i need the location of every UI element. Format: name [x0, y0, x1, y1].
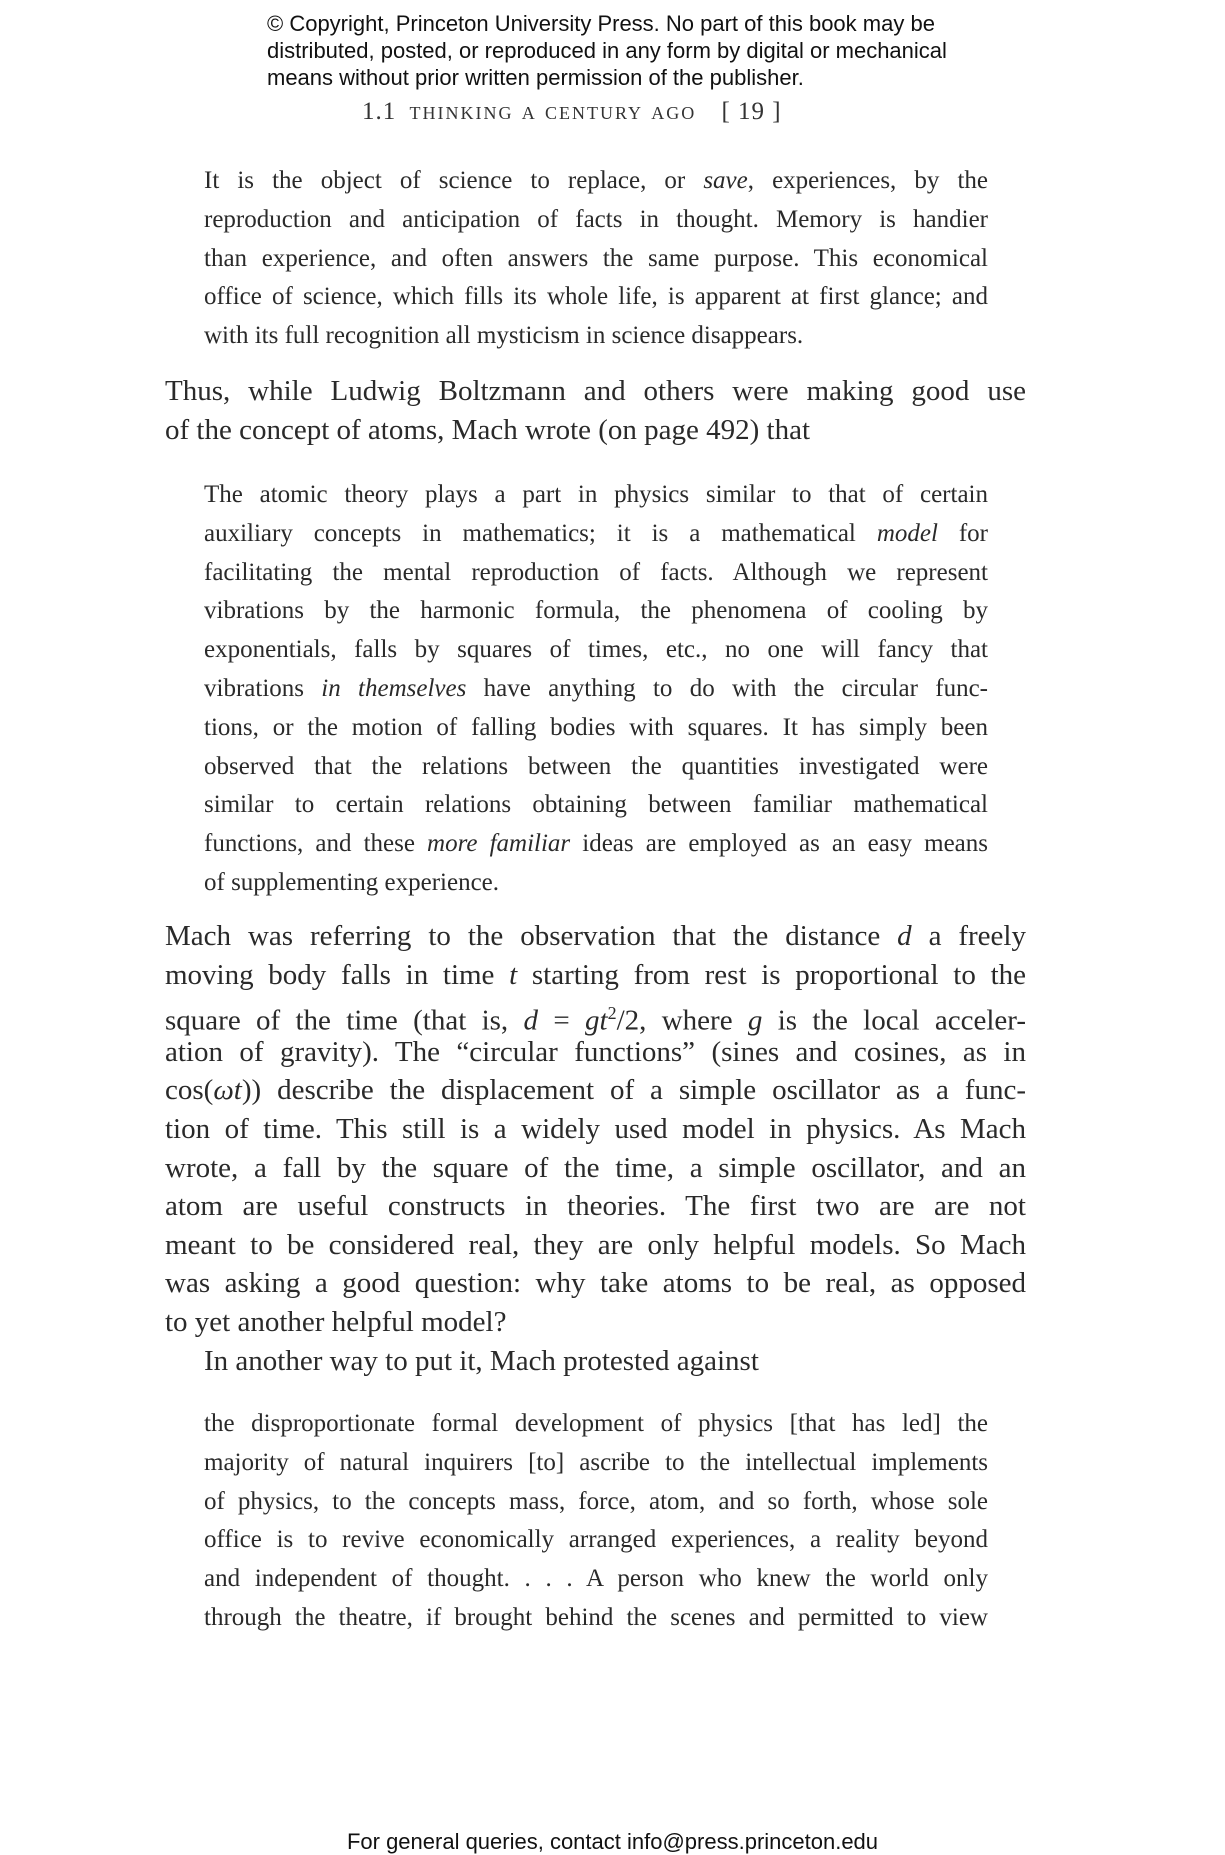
- quote2-line: The atomic theory plays a part in physics similar to that of certain: [204, 481, 988, 508]
- quote2-line: functions, and these more familiar ideas are employed as an easy means: [204, 830, 988, 858]
- body-line: wrote, a fall by the square of the time, a simple oscillator, and an: [165, 1151, 1026, 1184]
- quote3-line: majority of natural inquirers [to] ascribe to the intellectual implements: [204, 1448, 988, 1476]
- section-title: thinking a century ago: [409, 98, 697, 125]
- quote2-line: observed that the relations between the quantities investigated were: [204, 752, 988, 780]
- running-head: [362, 97, 782, 127]
- quote2-line: exponentials, falls by squares of times, etc., no one will fancy that: [204, 636, 988, 664]
- emphasis: in themselves: [321, 675, 467, 702]
- quote2-line: vibrations by the harmonic formula, the phenomena of cooling by: [204, 597, 988, 625]
- quote1-line: reproduction and anticipation of facts in thought. Memory is handier: [204, 205, 988, 233]
- body-line: atom are useful constructs in theories. The first two are are not: [165, 1190, 1026, 1223]
- body-line: tion of time. This still is a widely used model in physics. As Mach: [165, 1113, 1026, 1145]
- quote3-line: the disproportionate formal development of physics [that has led] the: [204, 1410, 988, 1437]
- math-var: d: [897, 920, 912, 952]
- body-line: ation of gravity). The “circular functions” (sines and cosines, as in: [165, 1035, 1026, 1068]
- quote3-line: and independent of thought. . . . A person who knew the world only: [204, 1565, 988, 1593]
- footer-contact: For general queries, contact info@press.princeton.edu: [346, 1829, 879, 1854]
- copyright-line: means without prior written permission of the publisher.: [267, 65, 804, 90]
- body-line: meant to be considered real, they are only helpful models. So Mach: [165, 1228, 1026, 1261]
- body-line: to yet another helpful model?: [165, 1306, 507, 1338]
- body-line: was asking a good question: why take atoms to be real, as opposed: [165, 1267, 1026, 1300]
- quote3-line: through the theatre, if brought behind the scenes and permitted to view: [204, 1604, 988, 1631]
- body-line: square of the time (that is, $d = gt^2/2$, where g is the local acceler-: [165, 1003, 1026, 1037]
- math-var: ωt: [213, 1074, 242, 1107]
- body-line: of the concept of atoms, Mach wrote (on page 492) that: [165, 413, 811, 446]
- body-line: moving body falls in time t starting from rest is proportional to the: [165, 958, 1026, 991]
- quote3-line: office is to revive economically arranged experiences, a reality beyond: [204, 1526, 988, 1554]
- body-line: cos(ωt)) describe the displacement of a simple oscillator as a func-: [165, 1074, 1026, 1107]
- math-var: gt: [585, 1004, 608, 1037]
- quote2-line: auxiliary concepts in mathematics; it is a mathematical model for: [204, 519, 989, 547]
- emphasis: more familiar: [427, 830, 571, 858]
- math-var: g: [747, 1004, 763, 1037]
- quote3-line: of physics, to the concepts mass, force, atom, and so forth, whose sole: [204, 1487, 988, 1515]
- copyright-line: © Copyright, Princeton University Press. No part of this book may be: [267, 11, 935, 36]
- emphasis: model: [876, 519, 938, 547]
- body-line: Mach was referring to the observation that the distance d a freely: [165, 920, 1026, 952]
- quote2-line: similar to certain relations obtaining between familiar mathematical: [204, 791, 988, 819]
- quote2-line: tions, or the motion of falling bodies with squares. It has simply been: [204, 713, 988, 741]
- copyright-notice: [267, 10, 1027, 91]
- math-var: d: [523, 1004, 539, 1037]
- emphasis: save: [703, 167, 748, 194]
- page-number: [ 19 ]: [721, 98, 782, 125]
- math-var: t: [509, 958, 518, 991]
- quote2-line: facilitating the mental reproduction of facts. Although we represent: [204, 558, 988, 586]
- math-exponent: 2: [607, 1003, 617, 1024]
- quote1-line: office of science, which fills its whole life, is apparent at first glance; and: [204, 283, 988, 311]
- quote1-line: than experience, and often answers the same purpose. This economical: [204, 244, 988, 272]
- quote2-line: vibrations in themselves have anything to do with the circular func-: [204, 675, 988, 702]
- copyright-line: distributed, posted, or reproduced in any form by digital or mechanical: [267, 38, 947, 63]
- body-line: In another way to put it, Mach protested against: [204, 1344, 759, 1377]
- section-number: 1.1: [362, 98, 397, 125]
- quote1-line: with its full recognition all mysticism in science disappears.: [204, 322, 804, 350]
- body-line: Thus, while Ludwig Boltzmann and others were making good use: [165, 375, 1026, 407]
- quote2-line: of supplementing experience.: [204, 869, 500, 896]
- quote1-line: It is the object of science to replace, or save, experiences, by the: [204, 167, 988, 194]
